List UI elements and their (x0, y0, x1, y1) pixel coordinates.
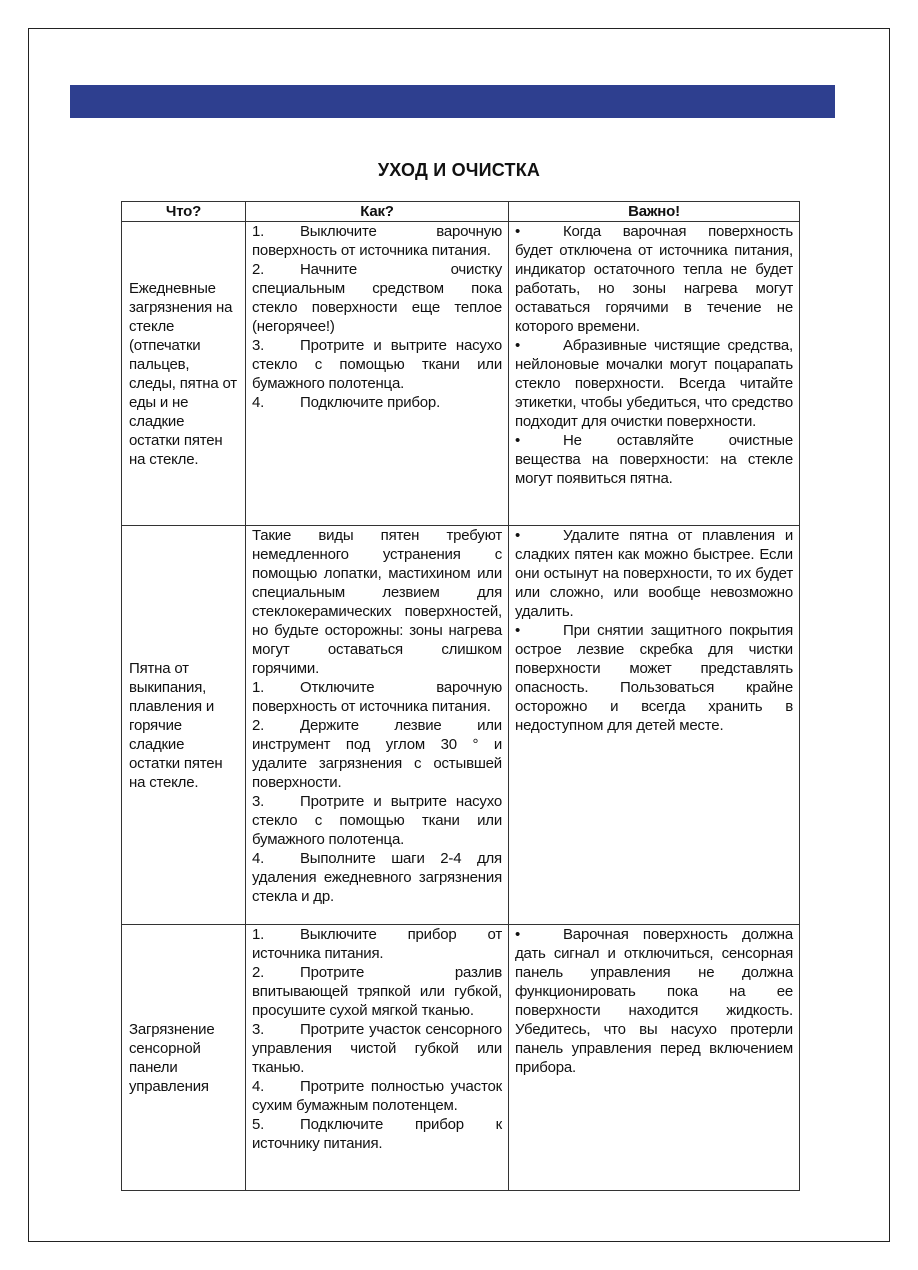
header-important: Важно! (509, 202, 800, 222)
step-number: 1. (252, 223, 265, 240)
step-number: 3. (252, 1021, 265, 1038)
page-title: УХОД И ОЧИСТКА (377, 160, 541, 180)
text: Не оставляйте очистные вещества на поверхности: на стекле могут появиться пятна. (515, 432, 793, 487)
step-number: 3. (252, 793, 265, 810)
table-row (122, 526, 800, 925)
how-cell (246, 526, 509, 925)
text: Подключите прибор к источнику питания. (252, 1116, 502, 1152)
step-number: 5. (252, 1116, 265, 1133)
intro: Такие виды пятен требуют немедленного устранения с помощью лопатки, мастихином или специальным лезвием для стеклокерамических поверхностей, но будьте осторожны: зоны нагрева могут оставаться слишком горячими. (252, 527, 502, 677)
step-number: 3. (252, 337, 265, 354)
what-cell: Ежедневные загрязнения на стекле (отпечатки пальцев, следы, пятна от еды и не сладкие остатки пятен на стекле. (122, 222, 246, 526)
text: Держите лезвие или инструмент под углом 30 ° и удалите загрязнения с остывшей поверхности. (252, 717, 502, 791)
bullet-icon: • (515, 223, 521, 240)
step-number: 1. (252, 926, 265, 943)
step (252, 393, 502, 412)
step (252, 222, 502, 260)
note (515, 431, 793, 488)
step (252, 925, 502, 963)
text: При снятии защитного покрытия острое лезвие скребка для чистки поверхности может представлять опасность. Пользоваться крайне осторожно и всегда хранить в недоступном для детей месте. (515, 622, 793, 734)
text: Варочная поверхность должна дать сигнал и отключиться, сенсорная панель управления не должна функционировать пока на ее поверхности находится жидкость. Убедитесь, что вы насухо протерли панель управления перед включением прибора. (515, 926, 793, 1076)
important-cell (509, 222, 800, 526)
text: Протрите полностью участок сухим бумажным полотенцем. (252, 1078, 502, 1114)
text: Абразивные чистящие средства, нейлоновые мочалки могут поцарапать стекло поверхности. Всегда читайте этикетки, чтобы убедиться, что средство подходит для очистки поверхности. (515, 337, 793, 430)
step (252, 716, 502, 792)
step-number: 2. (252, 261, 265, 278)
text: Выключите варочную поверхность от источника питания. (252, 223, 502, 259)
step-number: 2. (252, 964, 265, 981)
bullet-icon: • (515, 432, 521, 449)
note (515, 336, 793, 431)
text: Выполните шаги 2-4 для удаления ежедневного загрязнения стекла и др. (252, 850, 502, 905)
step (252, 1115, 502, 1153)
step-number: 4. (252, 1078, 265, 1095)
table-header-row (122, 202, 800, 222)
table-row (122, 925, 800, 1191)
step-number: 4. (252, 394, 265, 411)
text: Отключите варочную поверхность от источника питания. (252, 679, 502, 715)
text: Выключите прибор от источника питания. (252, 926, 502, 962)
text: Протрите участок сенсорного управления чистой губкой или тканью. (252, 1021, 502, 1076)
text: Протрите и вытрите насухо стекло с помощью ткани или бумажного полотенца. (252, 793, 502, 848)
note (515, 222, 793, 336)
note (515, 621, 793, 735)
step-number: 2. (252, 717, 265, 734)
step (252, 678, 502, 716)
what-cell: Загрязнение сенсорной панели управления (122, 925, 246, 1191)
step (252, 849, 502, 906)
text: Подключите прибор. (300, 394, 441, 411)
how-cell (246, 925, 509, 1191)
text: Протрите разлив впитывающей тряпкой или губкой, просушите сухой мягкой тканью. (252, 964, 502, 1019)
header-bar (70, 85, 835, 118)
header-what: Что? (122, 202, 246, 222)
important-cell (509, 925, 800, 1191)
table-row (122, 222, 800, 526)
note (515, 925, 793, 1077)
bullet-icon: • (515, 527, 521, 544)
important-cell (509, 526, 800, 925)
step (252, 260, 502, 336)
step (252, 336, 502, 393)
cleaning-table (121, 201, 800, 1191)
bullet-icon: • (515, 622, 521, 639)
text: Начните очистку специальным средством пока стекло поверхности еще теплое (негорячее!) (252, 261, 502, 335)
step (252, 1077, 502, 1115)
step (252, 792, 502, 849)
what-cell: Пятна от выкипания, плавления и горячие сладкие остатки пятен на стекле. (122, 526, 246, 925)
step (252, 1020, 502, 1077)
note (515, 526, 793, 621)
step-number: 1. (252, 679, 265, 696)
text: Удалите пятна от плавления и сладких пятен как можно быстрее. Если они остынут на поверхности, то их будет или сложно, или вообще невозможно удалить. (515, 527, 793, 620)
step (252, 963, 502, 1020)
header-how: Как? (246, 202, 509, 222)
text: Когда варочная поверхность будет отключена от источника питания, индикатор остаточного тепла не будет работать, но зоны нагрева могут оставаться горячими в течение не которого времени. (515, 223, 793, 335)
step-number: 4. (252, 850, 265, 867)
bullet-icon: • (515, 337, 521, 354)
text: Протрите и вытрите насухо стекло с помощью ткани или бумажного полотенца. (252, 337, 502, 392)
bullet-icon: • (515, 926, 521, 943)
how-cell (246, 222, 509, 526)
